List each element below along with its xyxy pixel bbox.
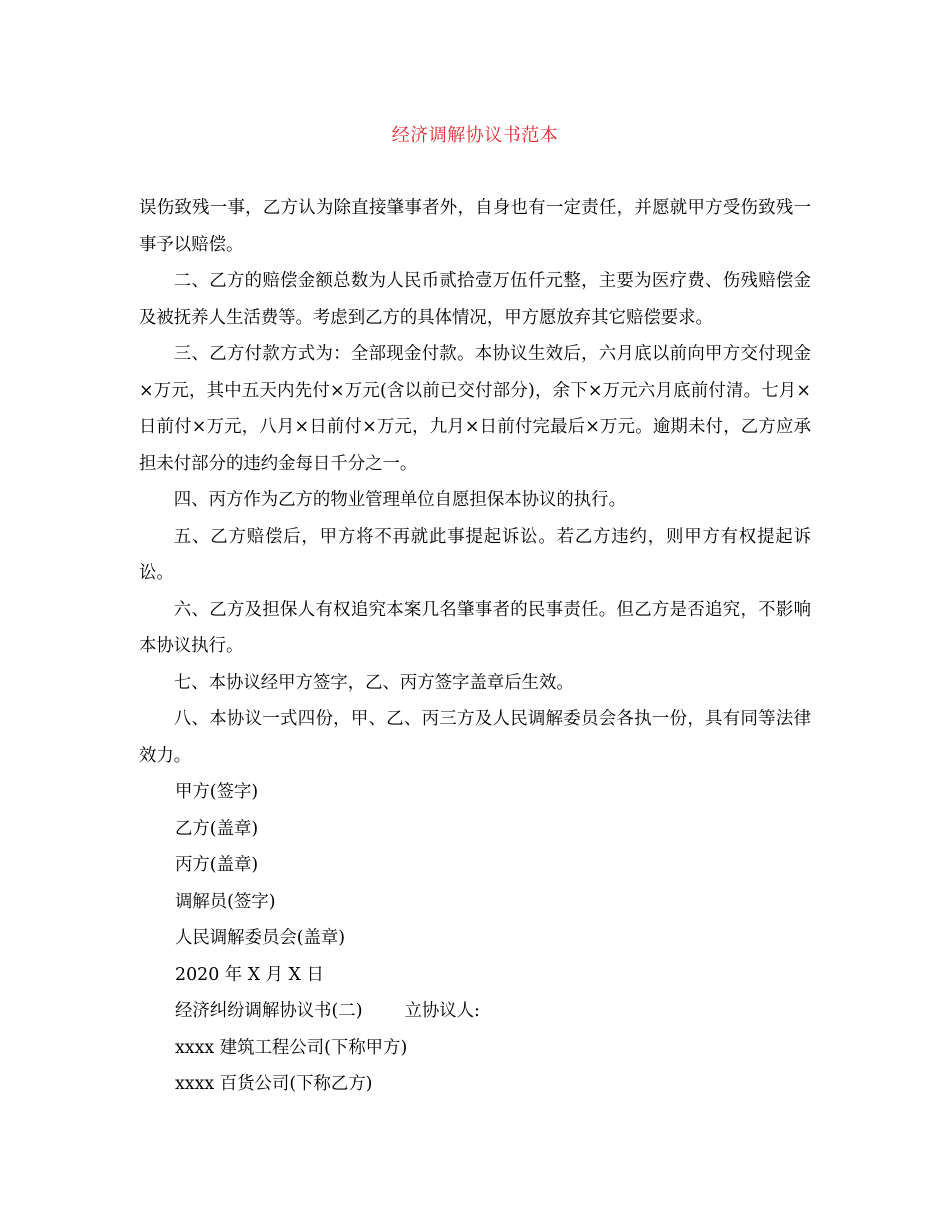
second-agreement-heading: 经济纠纷调解协议书(二) (175, 1001, 363, 1021)
paragraph-clause-8: 八、本协议一式四份，甲、乙、丙三方及人民调解委员会各执一份，具有同等法律效力。 (139, 709, 811, 766)
paragraph-clause-7: 七、本协议经甲方签字，乙、丙方签字盖章后生效。 (173, 672, 574, 693)
paragraph-clause-5: 五、乙方赔偿后，甲方将不再就此事提起诉讼。若乙方违约，则甲方有权提起诉讼。 (139, 526, 811, 583)
signature-date: 2020 年 X 月 X 日 (175, 964, 324, 985)
second-agreement-label: 立协议人: (404, 1001, 480, 1021)
paragraph-continued: 误伤致残一事，乙方认为除直接肇事者外，自身也有一定责任，并愿就甲方受伤致残一事予以赔偿。 (139, 198, 811, 255)
signature-mediator: 调解员(签字) (175, 891, 276, 912)
paragraph-clause-3: 三、乙方付款方式为：全部现金付款。本协议生效后，六月底以前向甲方交付现金×万元，其中五天内先付×万元(含以前已交付部分)，余下×万元六月底前付清。七月×日前付×万元，八月×日前付×万元，九月×日前付完最后×万元。逾期未付，乙方应承担未付部分的违约金每日千分之一。 (139, 344, 811, 474)
document-body (139, 190, 811, 1103)
second-agreement-party-b: xxxx 百货公司(下称乙方) (175, 1074, 373, 1094)
paragraph-clause-6: 六、乙方及担保人有权追究本案几名肇事者的民事责任。但乙方是否追究，不影响本协议执行。 (139, 599, 811, 656)
signature-party-b: 乙方(盖章) (175, 818, 259, 839)
signature-party-a: 甲方(签字) (175, 782, 259, 802)
paragraph-clause-4: 四、丙方作为乙方的物业管理单位自愿担保本协议的执行。 (173, 490, 626, 510)
document-title: 经济调解协议书范本 (391, 125, 559, 146)
second-agreement-party-a: xxxx 建筑工程公司(下称甲方) (175, 1037, 408, 1058)
signature-committee: 人民调解委员会(盖章) (175, 928, 346, 948)
signature-party-c: 丙方(盖章) (175, 855, 259, 875)
paragraph-clause-2: 二、乙方的赔偿金额总数为人民币贰拾壹万伍仟元整，主要为医疗费、伤残赔偿金及被抚养人生活费等。考虑到乙方的具体情况，甲方愿放弃其它赔偿要求。 (139, 271, 811, 328)
second-agreement-heading-line (139, 993, 811, 1030)
